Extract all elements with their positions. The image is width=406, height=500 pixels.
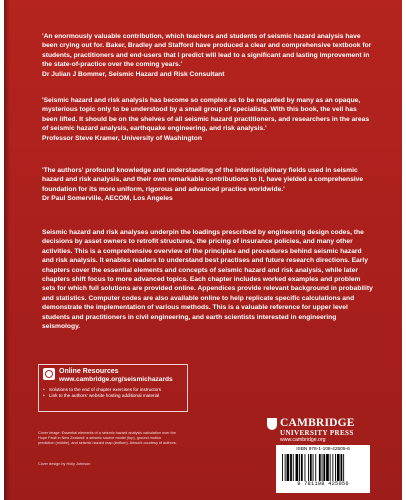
review-quote-1 — [42, 32, 374, 79]
online-resources-url: www.cambridge.org/seismichazards — [59, 376, 173, 383]
barcode-digits: 9 781108 425056 — [297, 481, 349, 487]
quote-attribution: Dr Julian J Bommer, Seismic Hazard and Risk Consultant — [42, 70, 225, 78]
online-resources-list — [43, 387, 183, 398]
book-back-cover — [4, 0, 402, 500]
globe-icon — [43, 368, 55, 380]
publisher-logo — [267, 418, 355, 444]
review-quote-2 — [42, 96, 374, 143]
quote-attribution: Professor Steve Kramer, University of Washington — [42, 134, 202, 142]
list-item: • Solutions to the end of chapter exercises for instructors — [43, 387, 183, 393]
publisher-name-line1: CAMBRIDGE — [280, 417, 355, 429]
review-quote-3 — [42, 166, 374, 204]
barcode-icon — [281, 454, 365, 481]
shield-icon — [267, 418, 277, 430]
spine-shadow — [4, 0, 10, 500]
online-resources-title: Online Resources — [59, 368, 119, 375]
quote-text: 'An enormously valuable contribution, which teachers and students of seismic hazard analysis have been crying out for. Baker, Bradley and Stafford have produced a clear and comprehensive textbook for students, practitioners and end-users that I predict will lead to a significant and lasting improvement in the state-of-practice over the coming years.' — [42, 33, 372, 69]
quote-attribution: Dr Paul Somerville, AECOM, Los Angeles — [42, 195, 173, 203]
list-item: • Link to the authors' website hosting additional material — [43, 393, 183, 399]
online-resources-box — [38, 364, 188, 412]
quote-text: 'Seismic hazard and risk analysis has become so complex as to be regarded by many as an opaque, mysterious topic only to be understood by a small group of specialists. With this book, the veil has been lifted. It should be on the shelves of all seismic hazard practitioners, and researchers in the areas of seismic hazard analysis, earthquake engineering, and risk analysis.' — [42, 97, 370, 133]
publisher-website: www.cambridge.org — [280, 437, 326, 443]
publisher-name-line2: UNIVERSITY PRESS — [280, 429, 354, 437]
barcode-panel — [276, 445, 370, 493]
quote-text: 'The authors' profound knowledge and understanding of the interdisciplinary fields used in seismic hazard and risk analysis, and their own remarkable contributions to it, have yielded a comprehensive foundation for its more uniform, rigorous and advanced practice worldwide.' — [42, 167, 364, 193]
book-description: Seismic hazard and risk analyses underpin the loadings prescribed by engineering design codes, the decisions by asset owners to retrofit structures, the pricing of insurance policies, and many other activities. This is a comprehensive overview of the principles and procedures behind seismic hazard and risk analysis. It enables readers to understand best practises and future research directions. Early chapters cover the essential elements and concepts of seismic hazard and risk analysis, while later chapters shift focus to more advanced topics. Each chapter includes worked examples and problem sets for which full solutions are provided online. Appendices provide relevant background in probability and statistics. Computer codes are also available online to help replicate specific calculations and demonstrate the implementation of various methods. This is a valuable reference for upper level students and practitioners in civil engineering, and earth scientists interested in engineering seismology. — [42, 229, 373, 331]
cover-design-credit: Cover design by Holly Johnson — [38, 462, 91, 466]
cover-image-credit: Cover image: Essential elements of a seismic hazard analysis calculation over the Hope Fault in New Zealand: a seismic source model (top), ground motion prediction (middle), and seismic hazard map (bottom). Artwork courtesy of authors. — [38, 431, 177, 445]
isbn-text: ISBN 978-1-108-42505-6 — [296, 447, 350, 452]
